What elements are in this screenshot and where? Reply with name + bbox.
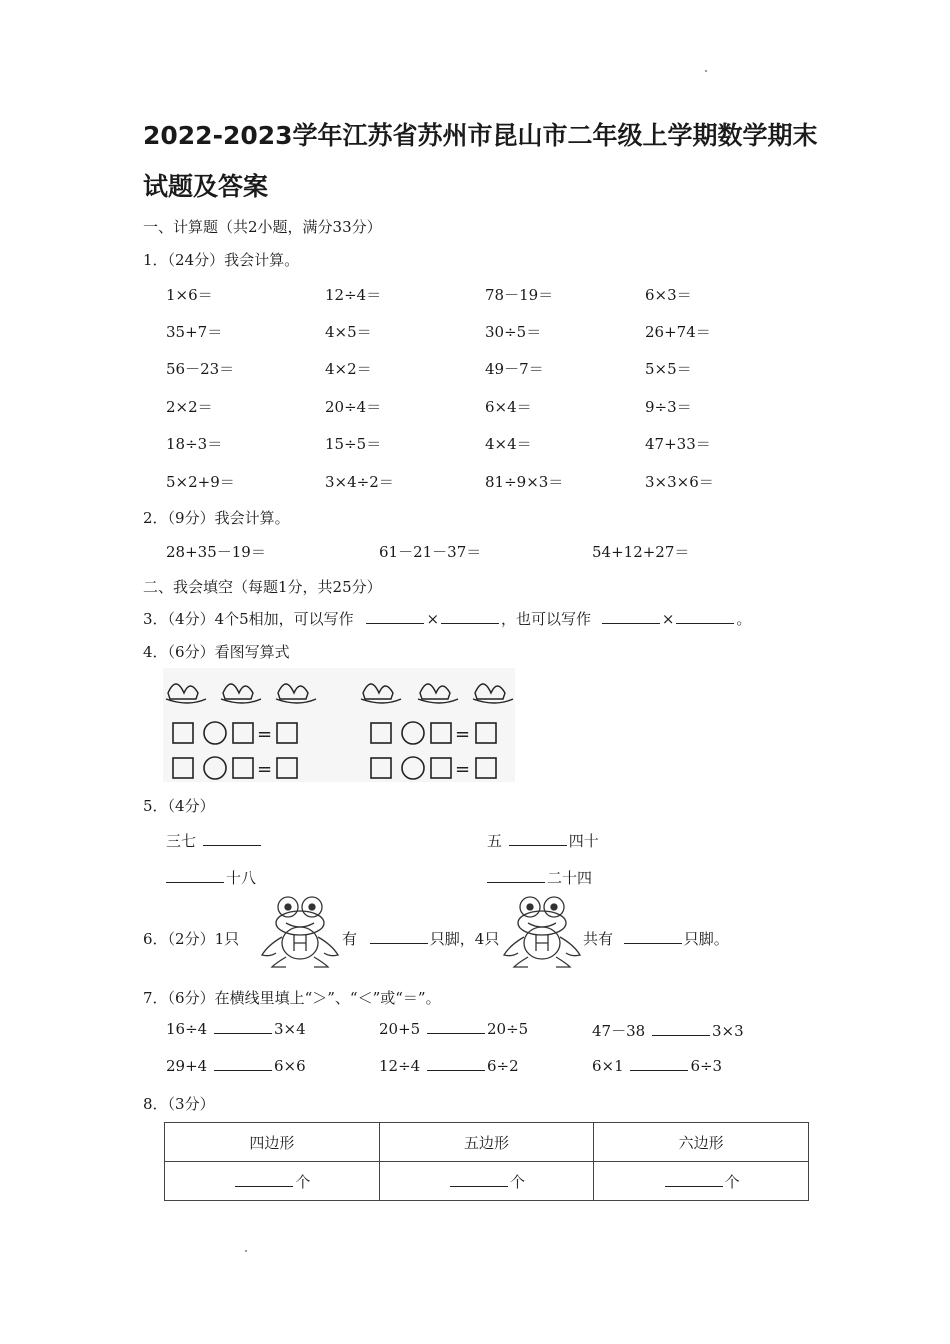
answer-blank[interactable]: [370, 931, 428, 944]
answer-blank[interactable]: [487, 870, 545, 883]
answer-blank[interactable]: [676, 611, 734, 624]
q1-item: 20÷4＝: [325, 398, 382, 416]
q2-label: 2．（9分）我会计算。: [143, 509, 290, 527]
q5-c-text: 十八: [226, 869, 257, 887]
q6-mid1: 有: [342, 930, 358, 948]
q2-item: 54+12+27＝: [592, 543, 690, 561]
answer-blank[interactable]: [509, 833, 567, 846]
q1-item: 12÷4＝: [325, 286, 382, 304]
answer-blank[interactable]: [624, 931, 682, 944]
scan-dot: [245, 1250, 247, 1252]
section-1-heading: 一、计算题（共2小题，满分33分）: [143, 218, 382, 236]
q5-d-text: 二十四: [547, 869, 593, 887]
q7-item: 6×1 6÷3: [592, 1057, 723, 1075]
q5-item-a: [166, 830, 263, 851]
times-sign: ×: [426, 610, 440, 628]
q1-item: 1×6＝: [166, 286, 213, 304]
q5-item-b: [487, 830, 599, 851]
q7-item: 12÷4 6÷2: [379, 1057, 519, 1075]
q5-item-d: [487, 867, 592, 888]
q1-item: 49－7＝: [485, 360, 544, 378]
eq-sign: =: [257, 724, 273, 745]
eq-sign: =: [257, 759, 273, 780]
q7-item: 29+4 6×6: [166, 1057, 306, 1075]
q1-item: 56－23＝: [166, 360, 235, 378]
shape-count-table: [164, 1122, 809, 1201]
q7-item: 16÷4 3×4: [166, 1020, 306, 1038]
table-row: [165, 1162, 809, 1201]
q1-item: 26+74＝: [645, 323, 711, 341]
eq-sign: =: [455, 724, 471, 745]
q1-item: 5×2+9＝: [166, 473, 235, 491]
answer-blank[interactable]: [166, 870, 224, 883]
q7-label: 7．（6分）在横线里填上“＞”、“＜”或“＝”。: [143, 989, 441, 1007]
table-header-cell: 四边形: [165, 1123, 380, 1162]
q3-prefix: 3．（4分）4个5相加，可以写作: [143, 610, 354, 628]
q1-item: 4×4＝: [485, 435, 532, 453]
q6-mid2: 只脚，4只: [429, 930, 500, 948]
table-cell: 个: [165, 1162, 380, 1201]
q6-end: [583, 928, 729, 949]
section-2-heading: 二、我会填空（每题1分，共25分）: [143, 578, 382, 596]
q6-mid3: 共有: [583, 930, 614, 948]
answer-blank[interactable]: [427, 1021, 485, 1034]
answer-blank[interactable]: [441, 611, 499, 624]
q1-label: 1．（24分）我会计算。: [143, 251, 300, 269]
q5-b-pre: 五: [487, 832, 503, 850]
answer-blank[interactable]: [665, 1174, 723, 1187]
q1-item: 47+33＝: [645, 435, 711, 453]
frog-icon: [500, 893, 584, 969]
q4-label: 4．（6分）看图写算式: [143, 643, 290, 661]
q1-item: 5×5＝: [645, 360, 692, 378]
answer-blank[interactable]: [652, 1023, 710, 1036]
q5-label: 5．（4分）: [143, 797, 215, 815]
q6-pre: 6．（2分）1只: [143, 930, 240, 948]
answer-blank[interactable]: [427, 1058, 485, 1071]
q8-label: 8．（3分）: [143, 1095, 215, 1113]
answer-blank[interactable]: [450, 1174, 508, 1187]
scan-dot: [705, 70, 707, 72]
q7-item: 20+5 20÷5: [379, 1020, 529, 1038]
q2-item: 28+35－19＝: [166, 543, 266, 561]
q1-item: 35+7＝: [166, 323, 223, 341]
eq-sign: =: [455, 759, 471, 780]
answer-blank[interactable]: [214, 1058, 272, 1071]
table-header-cell: 五边形: [379, 1123, 594, 1162]
q1-item: 2×2＝: [166, 398, 213, 416]
q1-item: 78－19＝: [485, 286, 554, 304]
table-header-row: [165, 1123, 809, 1162]
answer-blank[interactable]: [366, 611, 424, 624]
q4-figure: [163, 668, 515, 782]
q1-item: 30÷5＝: [485, 323, 542, 341]
q3-end: 。: [736, 610, 752, 628]
q1-item: 3×3×6＝: [645, 473, 714, 491]
q6-mid: [342, 928, 499, 949]
q1-item: 4×5＝: [325, 323, 372, 341]
doc-title-line2: 试题及答案: [143, 172, 269, 201]
table-cell: 个: [594, 1162, 809, 1201]
times-sign: ×: [661, 610, 675, 628]
q1-item: 9÷3＝: [645, 398, 692, 416]
answer-blank[interactable]: [630, 1058, 688, 1071]
table-header-cell: 六边形: [594, 1123, 809, 1162]
q7-item: 47－38 3×3: [592, 1022, 744, 1040]
answer-blank[interactable]: [203, 833, 261, 846]
q3-line: [143, 608, 751, 629]
q1-item: 15÷5＝: [325, 435, 382, 453]
q5-item-c: [166, 867, 256, 888]
q1-item: 18÷3＝: [166, 435, 223, 453]
q1-item: 6×3＝: [645, 286, 692, 304]
q3-mid: ，也可以写作: [501, 610, 592, 628]
q2-item: 61－21－37＝: [379, 543, 482, 561]
q6-end-text: 只脚。: [683, 930, 729, 948]
answer-blank[interactable]: [602, 611, 660, 624]
q5-b-post: 四十: [568, 832, 599, 850]
answer-blank[interactable]: [235, 1174, 293, 1187]
q5-a-text: 三七: [166, 832, 197, 850]
doc-title-line1: 2022-2023学年江苏省苏州市昆山市二年级上学期数学期末: [143, 121, 818, 150]
frog-icon: [258, 893, 342, 969]
q1-item: 81÷9×3＝: [485, 473, 564, 491]
q1-item: 6×4＝: [485, 398, 532, 416]
answer-blank[interactable]: [214, 1021, 272, 1034]
q1-item: 3×4÷2＝: [325, 473, 394, 491]
table-cell: 个: [379, 1162, 594, 1201]
q1-item: 4×2＝: [325, 360, 372, 378]
